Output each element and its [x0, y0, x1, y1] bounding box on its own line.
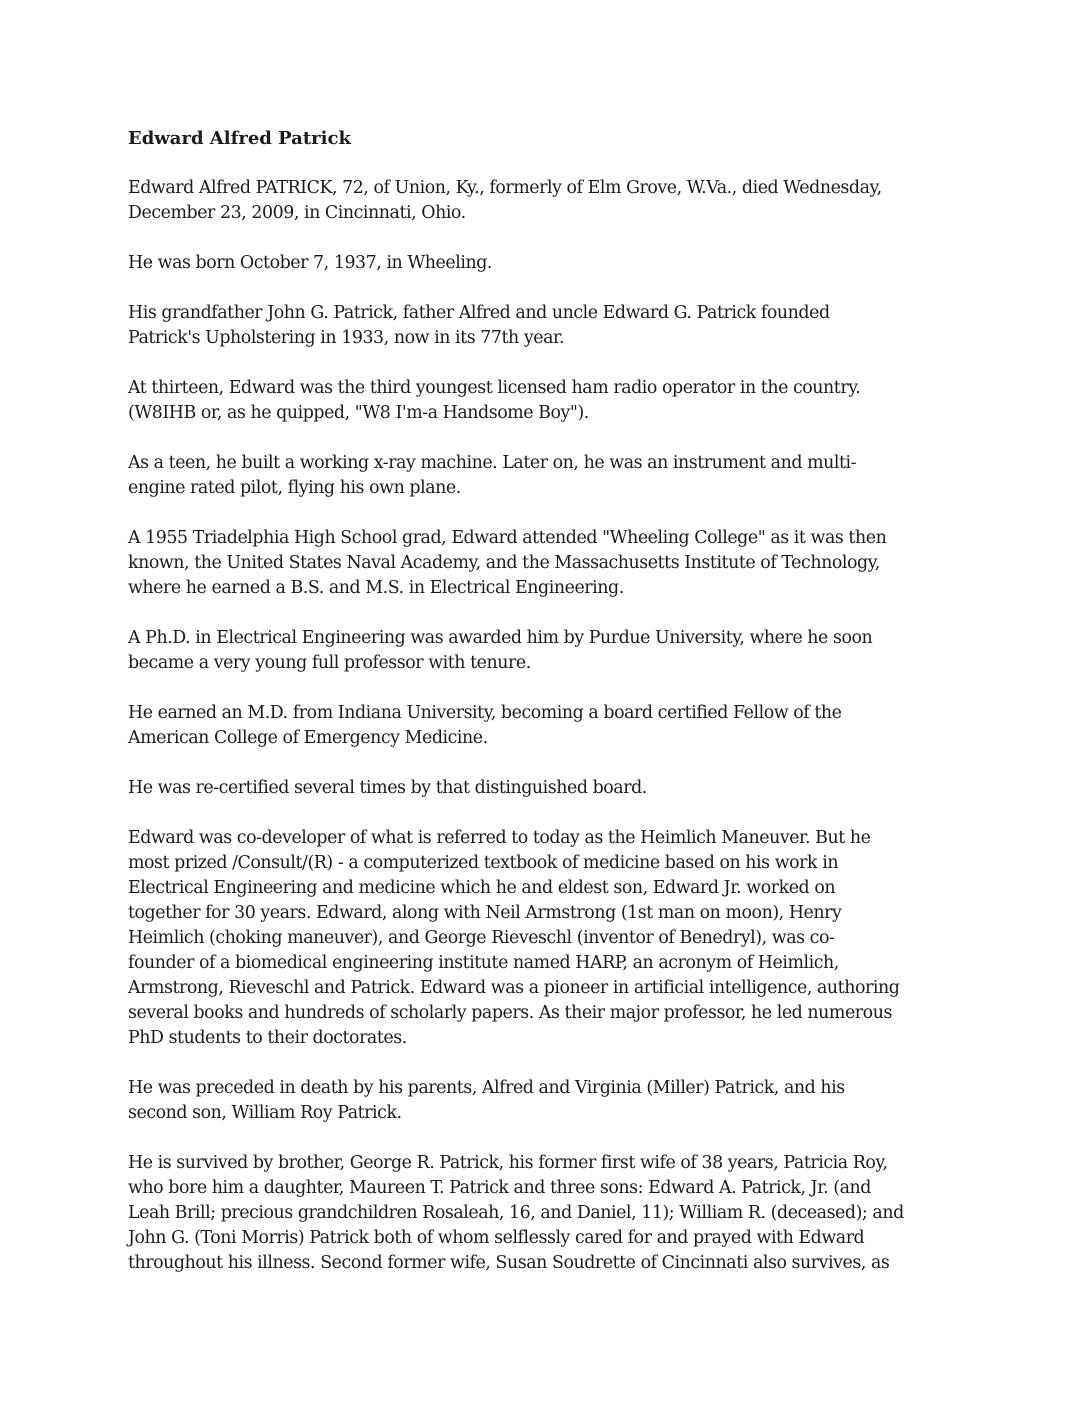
paragraph-recertified	[128, 776, 988, 801]
text-line: Edward was co-developer of what is referred to today as the Heimlich Maneuver. But he	[128, 828, 871, 848]
text-line: At thirteen, Edward was the third youngest licensed ham radio operator in the country.	[128, 378, 861, 398]
text-line: several books and hundreds of scholarly papers. As their major professor, he led numerous	[128, 1003, 892, 1023]
text-line: He is survived by brother, George R. Patrick, his former first wife of 38 years, Patricia Roy,	[128, 1153, 888, 1173]
text-line: As a teen, he built a working x-ray machine. Later on, he was an instrument and multi-	[128, 453, 857, 473]
paragraph-death-notice	[128, 176, 988, 226]
text-line: together for 30 years. Edward, along with Neil Armstrong (1st man on moon), Henry	[128, 903, 842, 923]
text-line: known, the United States Naval Academy, and the Massachusetts Institute of Technology,	[128, 553, 880, 573]
text-line: second son, William Roy Patrick.	[128, 1103, 402, 1123]
text-line: A Ph.D. in Electrical Engineering was awarded him by Purdue University, where he soon	[128, 628, 873, 648]
text-line: most prized /Consult/(R) - a computerized textbook of medicine based on his work in	[128, 853, 839, 873]
paragraph-ham-radio	[128, 376, 988, 426]
paragraph-survived	[128, 1151, 988, 1276]
text-line: Armstrong, Rieveschl and Patrick. Edward was a pioneer in artificial intelligence, authoring	[128, 978, 900, 998]
paragraph-career	[128, 826, 988, 1051]
text-line: John G. (Toni Morris) Patrick both of whom selflessly cared for and prayed with Edward	[128, 1228, 865, 1248]
text-line: became a very young full professor with tenure.	[128, 653, 531, 673]
text-line: A 1955 Triadelphia High School grad, Edward attended "Wheeling College" as it was then	[128, 528, 887, 548]
paragraph-family-business	[128, 301, 988, 351]
text-line: engine rated pilot, flying his own plane.	[128, 478, 461, 498]
paragraph-phd	[128, 626, 988, 676]
text-line: founder of a biomedical engineering institute named HARP, an acronym of Heimlich,	[128, 953, 839, 973]
text-line: Leah Brill; precious grandchildren Rosaleah, 16, and Daniel, 11); William R. (deceased); and	[128, 1203, 904, 1223]
text-line: December 23, 2009, in Cincinnati, Ohio.	[128, 203, 466, 223]
text-line: Edward Alfred PATRICK, 72, of Union, Ky., formerly of Elm Grove, W.Va., died Wednesday,	[128, 178, 882, 198]
text-line: where he earned a B.S. and M.S. in Electrical Engineering.	[128, 578, 624, 598]
paragraph-education	[128, 526, 988, 601]
text-line: PhD students to their doctorates.	[128, 1028, 407, 1048]
document-title: Edward Alfred Patrick	[128, 128, 351, 149]
paragraph-preceded	[128, 1076, 988, 1126]
text-line: Heimlich (choking maneuver), and George Rieveschl (inventor of Benedryl), was co-	[128, 928, 835, 948]
text-line: (W8IHB or, as he quipped, "W8 I'm-a Handsome Boy").	[128, 403, 589, 423]
text-line: throughout his illness. Second former wife, Susan Soudrette of Cincinnati also survives, as	[128, 1253, 890, 1273]
text-line: He was re-certified several times by that distinguished board.	[128, 778, 647, 798]
text-line: Electrical Engineering and medicine which he and eldest son, Edward Jr. worked on	[128, 878, 836, 898]
document-body	[128, 126, 988, 1301]
text-line: who bore him a daughter, Maureen T. Patrick and three sons: Edward A. Patrick, Jr. (and	[128, 1178, 871, 1198]
text-line: He earned an M.D. from Indiana University, becoming a board certified Fellow of the	[128, 703, 842, 723]
paragraph-md	[128, 701, 988, 751]
text-line: Patrick's Upholstering in 1933, now in its 77th year.	[128, 328, 565, 348]
text-line: His grandfather John G. Patrick, father Alfred and uncle Edward G. Patrick founded	[128, 303, 830, 323]
text-line: He was preceded in death by his parents, Alfred and Virginia (Miller) Patrick, and his	[128, 1078, 845, 1098]
paragraph-birth	[128, 251, 988, 276]
paragraph-xray-pilot	[128, 451, 988, 501]
text-line: American College of Emergency Medicine.	[128, 728, 488, 748]
text-line: He was born October 7, 1937, in Wheeling.	[128, 253, 492, 273]
